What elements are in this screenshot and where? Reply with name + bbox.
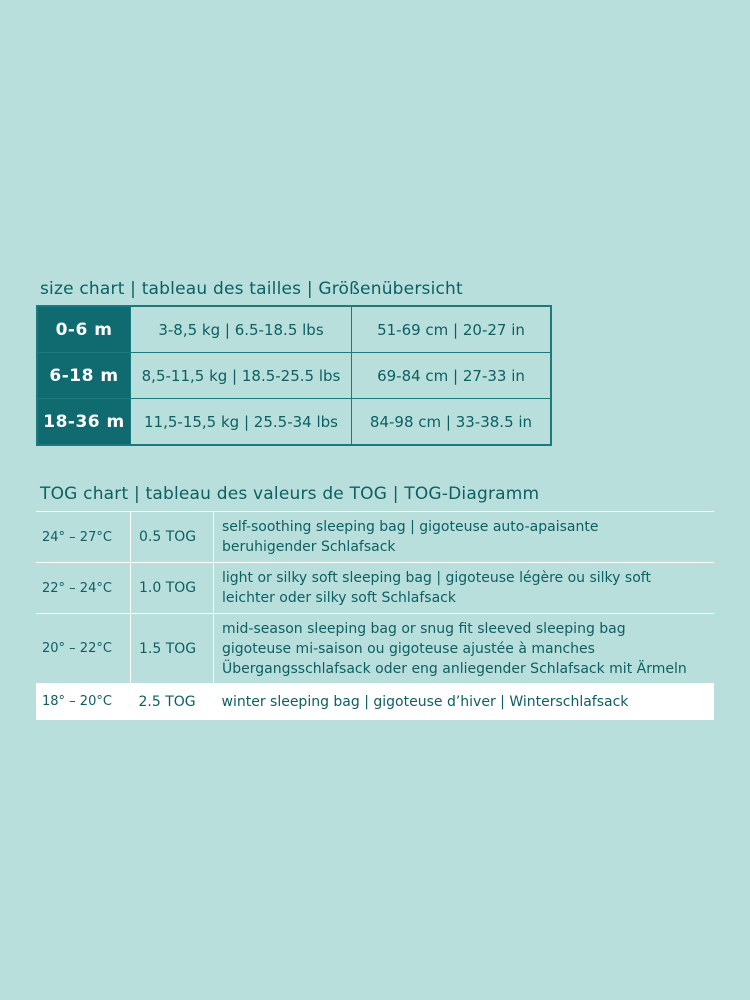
size-chart-heading: size chart | tableau des tailles | Größenübersicht bbox=[40, 279, 463, 299]
tog-value-cell: 1.5 TOG bbox=[131, 614, 214, 684]
tog-row bbox=[36, 614, 714, 684]
description-cell bbox=[214, 614, 715, 684]
tog-chart-heading: TOG chart | tableau des valeurs de TOG | TOG-Diagramm bbox=[40, 484, 540, 504]
age-cell: 0-6 m bbox=[37, 306, 131, 353]
description-line: leichter oder silky soft Schlafsack bbox=[222, 590, 456, 606]
tog-row-highlighted bbox=[36, 684, 714, 720]
tog-row bbox=[36, 512, 714, 563]
description-line: gigoteuse mi-saison ou gigoteuse ajustée à manches bbox=[222, 640, 595, 657]
tog-row bbox=[36, 563, 714, 614]
age-cell: 6-18 m bbox=[37, 353, 131, 399]
height-cell: 84-98 cm | 33-38.5 in bbox=[352, 399, 552, 446]
tog-value-cell: 1.0 TOG bbox=[131, 563, 214, 614]
description-line: winter sleeping bag | gigoteuse d’hiver | Winterschlafsack bbox=[221, 693, 629, 710]
temperature-cell: 20° – 22°C bbox=[36, 614, 131, 684]
size-row bbox=[37, 306, 551, 353]
weight-cell: 11,5-15,5 kg | 25.5-34 lbs bbox=[131, 399, 352, 446]
temperature-cell: 18° – 20°C bbox=[42, 694, 112, 709]
tog-value-cell: 0.5 TOG bbox=[131, 512, 214, 563]
description-cell bbox=[214, 684, 715, 720]
description-line: light or silky soft sleeping bag | gigoteuse légère ou silky soft bbox=[222, 570, 651, 586]
temperature-cell: 24° – 27°C bbox=[36, 512, 131, 563]
age-cell: 18-36 m bbox=[37, 399, 131, 446]
description-line: mid-season sleeping bag or snug fit sleeved sleeping bag bbox=[222, 620, 626, 637]
height-cell: 51-69 cm | 20-27 in bbox=[352, 306, 552, 353]
size-row bbox=[37, 399, 551, 446]
description-line: self-soothing sleeping bag | gigoteuse auto-apaisante bbox=[222, 519, 599, 535]
description-cell bbox=[214, 512, 715, 563]
description-line: beruhigender Schlafsack bbox=[222, 539, 396, 555]
temperature-cell: 22° – 24°C bbox=[36, 563, 131, 614]
tog-chart-table bbox=[36, 511, 714, 720]
weight-cell: 3-8,5 kg | 6.5-18.5 lbs bbox=[131, 306, 352, 353]
size-chart-table bbox=[36, 305, 552, 446]
height-cell: 69-84 cm | 27-33 in bbox=[352, 353, 552, 399]
description-line: Übergangsschlafsack oder eng anliegender Schlafsack mit Ärmeln bbox=[222, 660, 687, 677]
tog-value-cell: 2.5 TOG bbox=[138, 693, 196, 710]
description-cell bbox=[214, 563, 715, 614]
weight-cell: 8,5-11,5 kg | 18.5-25.5 lbs bbox=[131, 353, 352, 399]
size-row bbox=[37, 353, 551, 399]
